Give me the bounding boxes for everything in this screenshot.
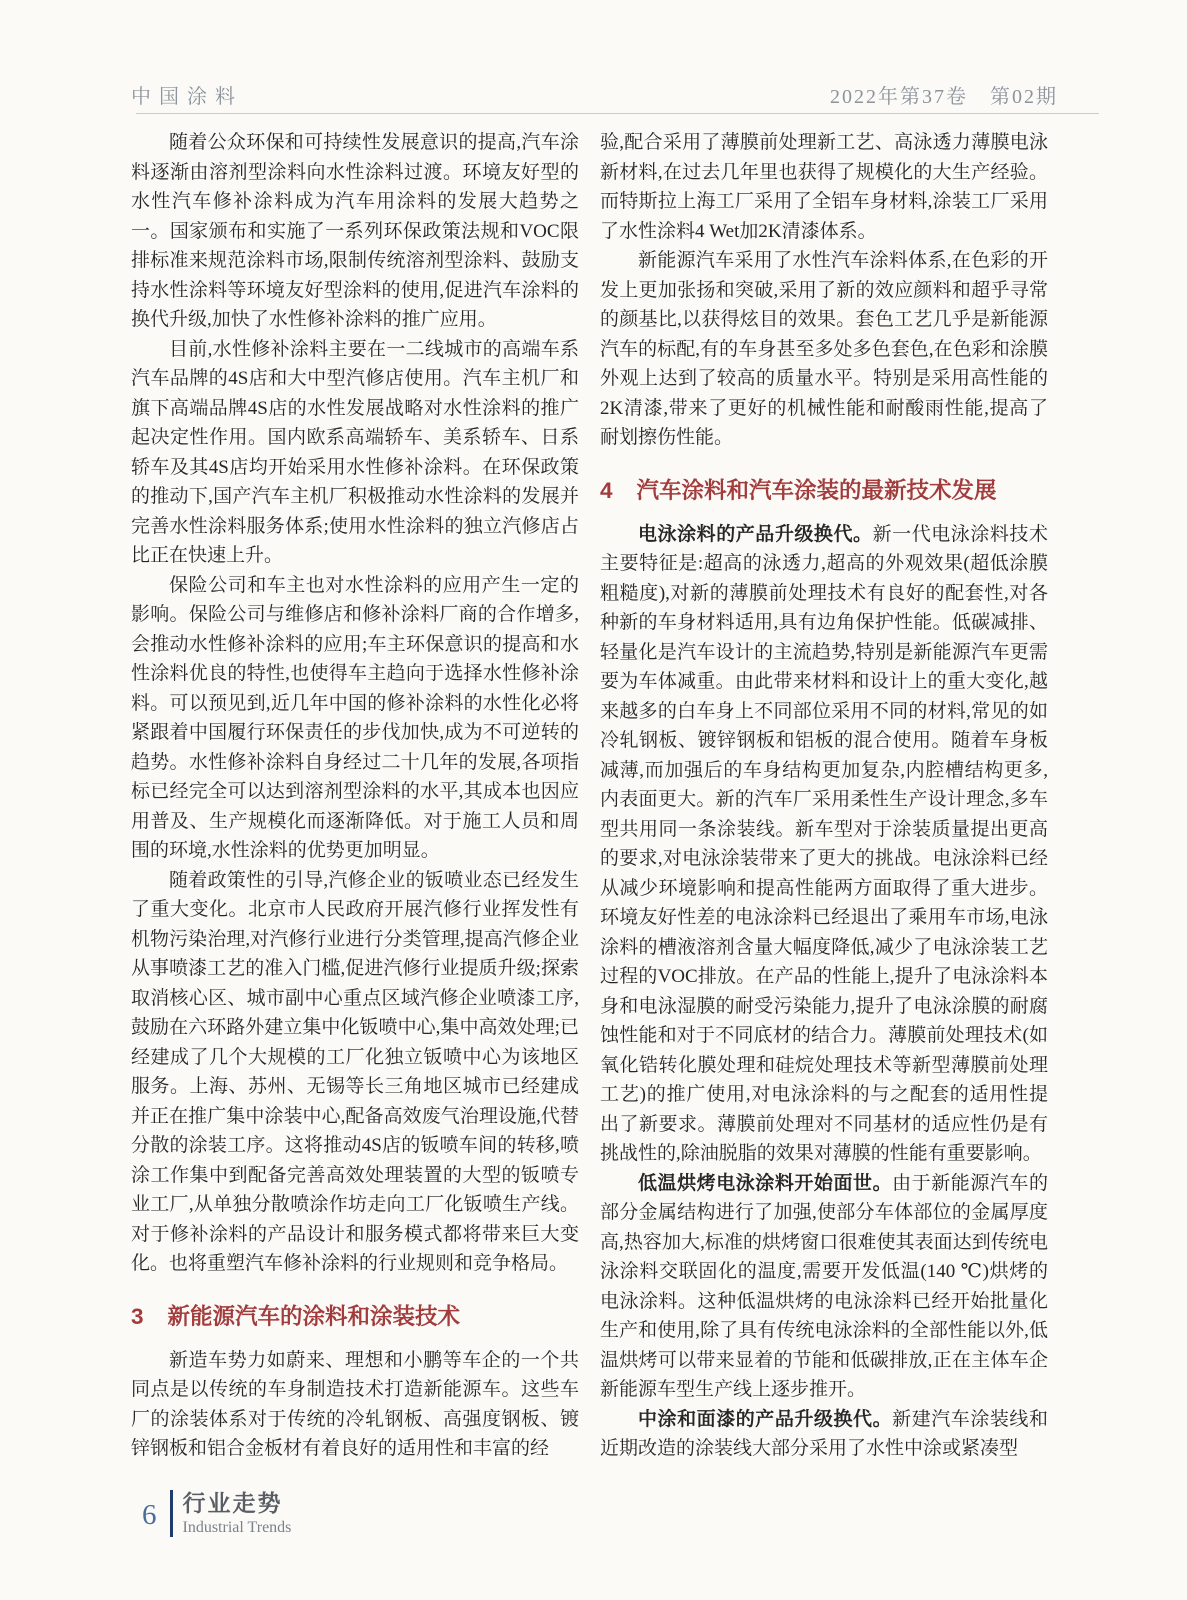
footer-section-english: Industrial Trends xyxy=(182,1519,292,1536)
header-divider xyxy=(136,113,1099,114)
journal-name: 中国涂料 xyxy=(131,86,243,108)
issue-info: 2022年第37卷 第02期 xyxy=(830,86,1058,108)
section-heading-3 xyxy=(131,1302,579,1332)
section-title: 汽车涂料和汽车涂装的最新技术发展 xyxy=(636,477,997,503)
paragraph-new-ev-makers: 新造车势力如蔚来、理想和小鹏等车企的一个共同点是以传统的车身制造技术打造新能源车。这些车厂的涂装体系对于传统的冷轧钢板、高强度钢板、镀锌钢板和铝合金板材有着良好的适用性和丰富的经 xyxy=(131,1349,579,1459)
page-footer xyxy=(142,1490,291,1538)
section-number: 4 xyxy=(600,477,613,503)
paragraph-text: 新建汽车涂装线和近期改造的涂装线大部分采用了水性中涂或紧凑型 xyxy=(600,1408,1048,1459)
paragraph-tesla-continuation: 验,配合采用了薄膜前处理新工艺、高泳透力薄膜电泳新材料,在过去几年里也获得了规模化的大生产经验。而特斯拉上海工厂采用了全铝车身材料,涂装工厂采用了水性涂料4 Wet加2K清漆体系。 xyxy=(600,132,1048,242)
paragraph-insurance-influence: 保险公司和车主也对水性涂料的应用产生一定的影响。保险公司与维修店和修补涂料厂商的合作增多,会推动水性修补涂料的应用;车主环保意识的提高和水性涂料优良的特性,也使得车主趋向于选择水性修补涂料。可以预见到,近几年中国的修补涂料的水性化必将紧跟着中国履行环保责任的步伐加快,成为不可逆转的趋势。水性修补涂料自身经过二十几年的发展,各项指标已经完全可以达到溶剂型涂料的水平,其成本也因应用普及、生产规模化而逐渐降低。对于施工人员和周围的环境,水性涂料的优势更加明显。 xyxy=(131,574,579,861)
paragraph-text: 由于新能源汽车的部分金属结构进行了加强,使部分车体部位的金属厚度高,热容加大,标准的烘烤窗口很难使其表面达到传统电泳涂料交联固化的温度,需要开发低温(140 ℃)烘烤的电泳涂料。这种低温烘烤的电泳涂料已经开始批量化生产和使用,除了具有传统电泳涂料的全部性能以外,低温烘烤可以带来显着的节能和低碳排放,正在主体车企新能源车型生产线上逐步推开。 xyxy=(600,1172,1048,1400)
section-number: 3 xyxy=(131,1303,144,1329)
page-header xyxy=(131,80,1058,109)
paragraph-lead-bold: 电泳涂料的产品升级换代。 xyxy=(638,523,873,545)
paragraph-lead-bold: 中涂和面漆的产品升级换代。 xyxy=(638,1408,893,1430)
paragraph-4s-stores: 目前,水性修补涂料主要在一二线城市的高端车系汽车品牌的4S店和大中型汽修店使用。汽车主机厂和旗下高端品牌4S店的水性发展战略对水性涂料的推广起决定性作用。国内欧系高端轿车、美系轿车、日系轿车及其4S店均开始采用水性修补涂料。在环保政策的推动下,国产汽车主机厂积极推动水性涂料的发展并完善水性涂料服务体系;使用水性涂料的独立汽修店占比正在快速上升。 xyxy=(131,338,579,566)
right-column xyxy=(600,128,1048,1464)
paragraph-water-coating-trend: 随着公众环保和可持续性发展意识的提高,汽车涂料逐渐由溶剂型涂料向水性涂料过渡。环境友好型的水性汽车修补涂料成为汽车用涂料的发展大趋势之一。国家颁布和实施了一系列环保政策法规和VOC限排标准来规范涂料市场,限制传统溶剂型涂料、鼓励支持水性涂料等环境友好型涂料的使用,促进汽车涂料的换代升级,加快了水性修补涂料的推广应用。 xyxy=(131,132,579,330)
article-body xyxy=(131,128,1048,1464)
page-number: 6 xyxy=(142,1499,157,1531)
paragraph-electrocoat-upgrade xyxy=(600,520,1048,1169)
paragraph-lead-bold: 低温烘烤电泳涂料开始面世。 xyxy=(638,1172,893,1194)
paragraph-text: 新一代电泳涂料技术主要特征是:超高的泳透力,超高的外观效果(超低涂膜粗糙度),对新的薄膜前处理技术有良好的配套性,对各种新的车身材料适用,具有边角保护性能。低碳减排、轻量化是汽车设计的主流趋势,特别是新能源汽车更需要为车体减重。由此带来材料和设计上的重大变化,越来越多的白车身上不同部位采用不同的材料,常见的如冷轧钢板、镀锌钢板和铝板的混合使用。随着车身板减薄,而加强后的车身结构更加复杂,内腔槽结构更多,内表面更大。新的汽车厂采用柔性生产设计理念,多车型共用同一条涂装线。新车型对于涂装质量提出更高的要求,对电泳涂装带来了更大的挑战。电泳涂料已经从减少环境影响和提高性能两方面取得了重大进步。环境友好性差的电泳涂料已经退出了乘用车市场,电泳涂料的槽液溶剂含量大幅度降低,减少了电泳涂装工艺过程的VOC排放。在产品的性能上,提升了电泳涂料本身和电泳湿膜的耐受污染能力,提升了电泳涂膜的耐腐蚀性能和对于不同底材的结合力。薄膜前处理技术(如氧化锆转化膜处理和硅烷处理技术等新型薄膜前处理工艺)的推广使用,对电泳涂料的与之配套的适用性提出了新要求。薄膜前处理对不同基材的适应性仍是有挑战性的,除油脱脂的效果对薄膜的性能有重要影响。 xyxy=(600,523,1048,1164)
paragraph-low-temp-bake xyxy=(600,1169,1048,1405)
paragraph-primer-topcoat xyxy=(600,1405,1048,1464)
footer-section-labels xyxy=(183,1490,292,1538)
footer-section-chinese: 行业走势 xyxy=(182,1490,283,1516)
paragraph-ev-color-system: 新能源汽车采用了水性汽车涂料体系,在色彩的开发上更加张扬和突破,采用了新的效应颜料和超乎寻常的颜基比,以获得炫目的效果。套色工艺几乎是新能源汽车的标配,有的车身甚至多处多色套色,在色彩和涂膜外观上达到了较高的质量水平。特别是采用高性能的2K清漆,带来了更好的机械性能和耐酸雨性能,提高了耐划擦伤性能。 xyxy=(600,250,1048,448)
footer-divider xyxy=(170,1490,173,1537)
paragraph-policy-guidance: 随着政策性的引导,汽修企业的钣喷业态已经发生了重大变化。北京市人民政府开展汽修行业挥发性有机物污染治理,对汽修行业进行分类管理,提高汽修企业从事喷漆工艺的准入门槛,促进汽修行业提质升级;探索取消核心区、城市副中心重点区域汽修企业喷漆工序,鼓励在六环路外建立集中化钣喷中心,集中高效处理;已经建成了几个大规模的工厂化独立钣喷中心为该地区服务。上海、苏州、无锡等长三角地区城市已经建成并正在推广集中涂装中心,配备高效废气治理设施,代替分散的涂装工序。这将推动4S店的钣喷车间的转移,喷涂工作集中到配备完善高效处理装置的大型的钣喷专业工厂,从单独分散喷涂作坊走向工厂化钣喷生产线。对于修补涂料的产品设计和服务模式都将带来巨大变化。也将重塑汽车修补涂料的行业规则和竞争格局。 xyxy=(131,869,579,1274)
left-column xyxy=(131,128,579,1464)
section-heading-4 xyxy=(600,476,1048,506)
section-title: 新能源汽车的涂料和涂装技术 xyxy=(167,1303,461,1329)
